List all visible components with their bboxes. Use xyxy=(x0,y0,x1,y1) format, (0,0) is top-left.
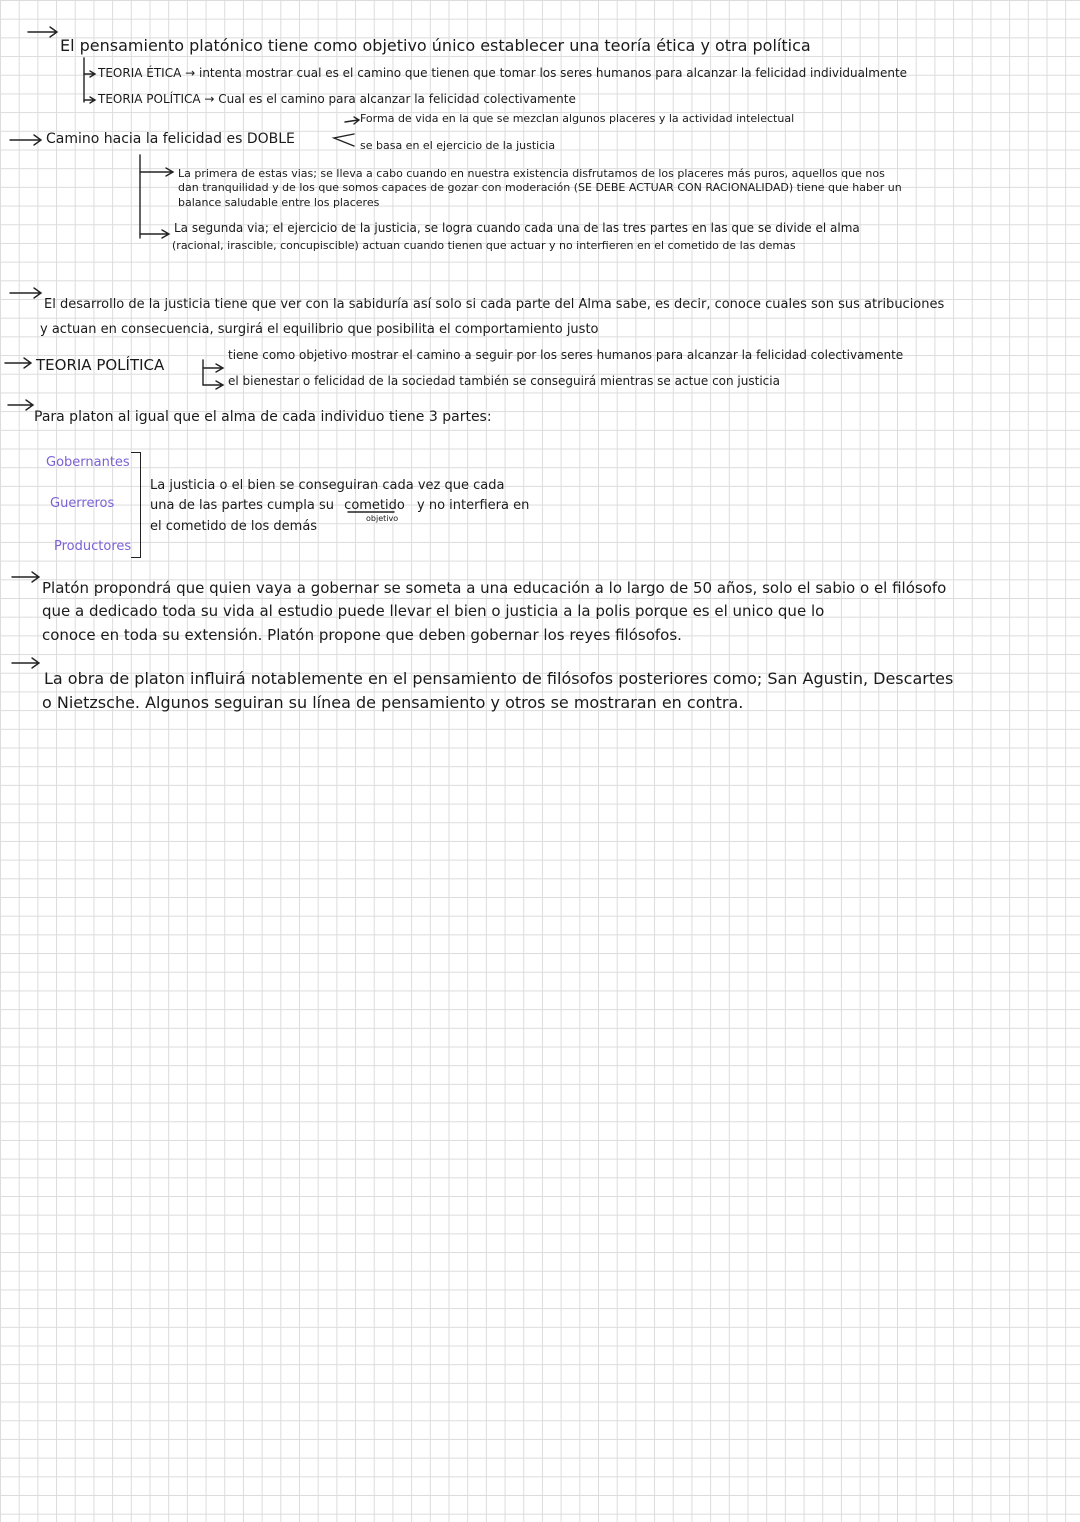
platon-propone-line-3: conoce en toda su extensión. Platón propone que deben gobernar los reyes filósofos. xyxy=(42,626,682,644)
primera-via-line-1: La primera de estas vias; se lleva a cabo cuando en nuestra existencia disfrutamos de los placeres más puros, aquellos que nos xyxy=(178,167,885,180)
parts-bracket xyxy=(131,452,141,558)
teoria-politica-line: TEORIA POLÍTICA → Cual es el camino para alcanzar la felicidad colectivamente xyxy=(98,92,576,106)
teoria-politica-objetivo: tiene como objetivo mostrar el camino a seguir por los seres humanos para alcanzar la felicidad colectivamente xyxy=(228,348,904,362)
primera-via-line-3: balance saludable entre los placeres xyxy=(178,196,380,209)
teoria-etica-line: TEORIA ÉTICA → intenta mostrar cual es el camino que tienen que tomar los seres humanos para alcanzar la felicidad individualmente xyxy=(98,66,908,80)
camino-doble-line: Camino hacia la felicidad es DOBLE xyxy=(46,131,295,147)
segunda-via-line-1: La segunda via; el ejercicio de la justicia, se logra cuando cada una de las tres partes en las que se divide el alma xyxy=(174,221,860,235)
tres-partes-line: Para platon al igual que el alma de cada individuo tiene 3 partes: xyxy=(34,409,492,425)
justicia-bien-text-b: y no interfiera en xyxy=(417,498,530,513)
justicia-bien-line-3: el cometido de los demás xyxy=(150,519,318,534)
justicia-bien-text-a: una de las partes cumpla su xyxy=(150,498,335,513)
segunda-via-line-2: (racional, irascible, concupiscible) actuan cuando tienen que actuar y no interfieren en el cometido de las demas xyxy=(172,239,796,252)
part-guerreros: Guerreros xyxy=(50,496,115,511)
intro-line: El pensamiento platónico tiene como objetivo único establecer una teoría ética y otra política xyxy=(60,36,811,55)
objetivo-word: objetivo xyxy=(366,514,399,523)
obra-platon-line-2: o Nietzsche. Algunos seguiran su línea de pensamiento y otros se mostraran en contra. xyxy=(42,693,744,712)
justicia-line-2: y actuan en consecuencia, surgirá el equilibrio que posibilita el comportamiento justo xyxy=(40,322,599,337)
primera-via-line-2: dan tranquilidad y de los que somos capaces de gozar con moderación (SE DEBE ACTUAR CON RACIONALIDAD) tiene que haber un xyxy=(178,181,902,194)
part-productores: Productores xyxy=(54,539,132,554)
platon-propone-line-1: Platón propondrá que quien vaya a gobernar se someta a una educación a lo largo de 50 años, solo el sabio o el filósofo xyxy=(42,579,947,597)
cometido-word: cometido xyxy=(344,498,405,513)
platon-propone-line-2: que a dedicado toda su vida al estudio puede llevar el bien o justicia a la polis porque es el unico que lo xyxy=(42,602,825,620)
justicia-line-1: El desarrollo de la justicia tiene que ver con la sabiduría así solo si cada parte del Alma sabe, es decir, conoce cuales son sus atribuciones xyxy=(44,297,945,312)
camino-option-one: Forma de vida en la que se mezclan algunos placeres y la actividad intelectual xyxy=(360,112,795,125)
camino-option-two: se basa en el ejercicio de la justicia xyxy=(360,139,556,152)
obra-platon-line-1: La obra de platon influirá notablemente en el pensamiento de filósofos posteriores como; San Agustin, Descartes xyxy=(44,669,954,688)
teoria-politica-bienestar: el bienestar o felicidad de la sociedad también se conseguirá mientras se actue con justicia xyxy=(228,374,780,388)
justicia-bien-line-2 xyxy=(150,499,529,512)
teoria-politica-label: TEORIA POLÍTICA xyxy=(36,356,165,374)
part-gobernantes: Gobernantes xyxy=(46,455,130,470)
justicia-bien-line-1: La justicia o el bien se conseguiran cada vez que cada xyxy=(150,478,505,493)
